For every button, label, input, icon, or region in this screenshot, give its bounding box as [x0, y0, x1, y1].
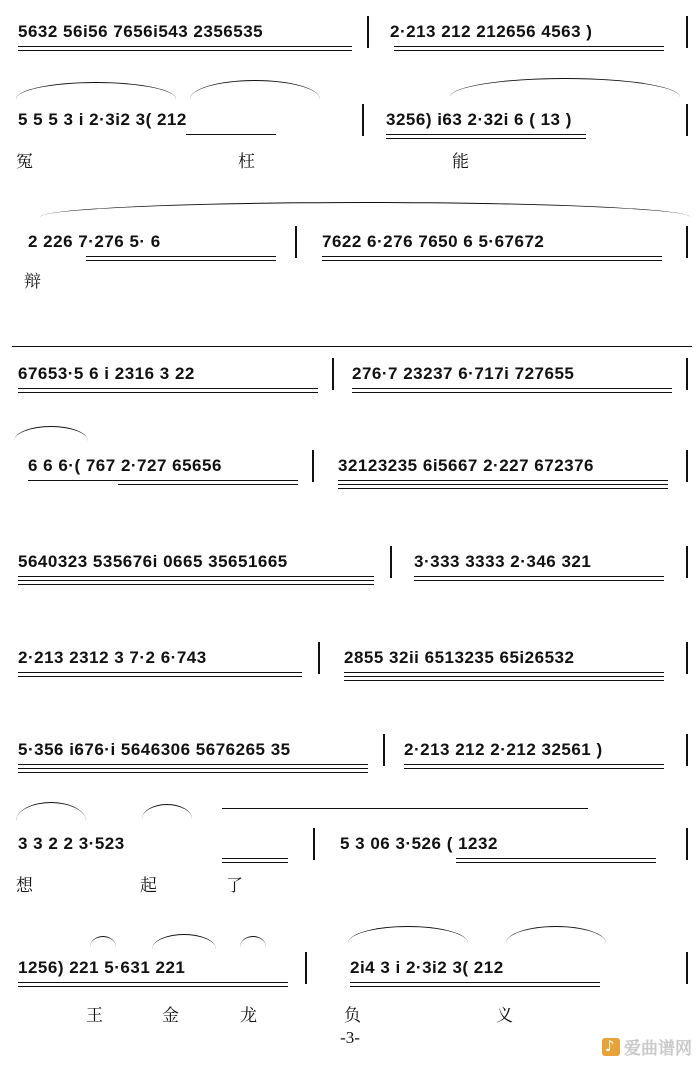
lyric: 了 [226, 876, 243, 896]
slur [14, 426, 88, 441]
notes-right: 3256) i63 2·32i 6 ( 13 ) [386, 110, 572, 129]
notes-left: 5632 56i56 7656i543 2356535 [18, 22, 264, 41]
underline [18, 46, 352, 47]
notes-right: 5 3 06 3·526 ( 1232 [340, 834, 498, 853]
notes-right: 32123235 6i5667 2·227 672376 [338, 456, 595, 475]
barline [390, 546, 392, 578]
underline [18, 772, 368, 773]
lyric: 龙 [240, 1006, 257, 1026]
underline [338, 484, 668, 485]
site-logo-text: 爱曲谱网 [624, 1039, 692, 1059]
barline [295, 226, 297, 258]
underline [414, 576, 664, 577]
underline [186, 134, 276, 135]
underline [350, 982, 600, 983]
underline [86, 260, 276, 261]
underline [404, 764, 664, 765]
underline [404, 768, 664, 769]
lyric: 枉 [238, 152, 255, 172]
notes-right: 276·7 23237 6·717i 727655 [352, 364, 575, 383]
underline [18, 982, 288, 983]
notes-left: 2·213 2312 3 7·2 6·743 [18, 648, 207, 667]
notes-left: 5·356 i676·i 5646306 5676265 35 [18, 740, 291, 759]
underline [222, 858, 288, 859]
page-number: -3- [340, 1028, 360, 1047]
slur [40, 202, 690, 217]
underline [338, 488, 668, 489]
barline [686, 734, 688, 766]
lyric: 起 [140, 876, 157, 896]
barline [318, 642, 320, 674]
notes-left: 5 5 5 3 i 2·3i2 3( 212 [18, 110, 187, 129]
barline [686, 358, 688, 390]
underline [28, 480, 298, 481]
underline [18, 764, 368, 765]
slur [142, 804, 192, 819]
underline [18, 392, 318, 393]
barline [686, 16, 688, 48]
slur [90, 936, 116, 947]
slur [152, 934, 216, 949]
notes-left: 6 6 6·( 767 2·727 65656 [28, 456, 222, 475]
notes-right: 7622 6·276 7650 6 5·67672 [322, 232, 545, 251]
slur [506, 926, 606, 943]
notes-right: 3·333 3333 2·346 321 [414, 552, 592, 571]
notes-right: 2855 32ii 6513235 65i26532 [344, 648, 575, 667]
underline [18, 576, 374, 577]
underline [386, 138, 586, 139]
lyric: 冤 [16, 152, 33, 172]
lyric: 负 [344, 1006, 361, 1026]
underline [352, 388, 672, 389]
slur [16, 82, 176, 99]
underline [394, 46, 664, 47]
barline [686, 226, 688, 258]
underline [394, 50, 664, 51]
underline [414, 580, 664, 581]
underline [18, 672, 302, 673]
underline [456, 858, 656, 859]
underline [352, 392, 672, 393]
notes-left: 1256) 221 5·631 221 [18, 958, 186, 977]
barline [686, 104, 688, 136]
underline [86, 256, 276, 257]
barline [686, 450, 688, 482]
music-note-icon [602, 1038, 620, 1056]
barline [686, 642, 688, 674]
slur [450, 78, 680, 97]
barline [383, 734, 385, 766]
underline [18, 584, 374, 585]
lyric: 能 [452, 152, 469, 172]
slur [190, 80, 320, 99]
underline [18, 50, 352, 51]
barline [312, 450, 314, 482]
underline [18, 676, 302, 677]
underline [338, 480, 668, 481]
underline [222, 862, 288, 863]
notes-right: 2i4 3 i 2·3i2 3( 212 [350, 958, 504, 977]
underline [322, 256, 662, 257]
slur [240, 936, 266, 947]
barline [313, 828, 315, 860]
underline [18, 768, 368, 769]
barline [686, 546, 688, 578]
slur [222, 808, 588, 819]
lyric: 想 [16, 876, 33, 896]
lyric: 金 [162, 1006, 179, 1026]
underline [344, 676, 664, 677]
notes-right: 2·213 212 212656 4563 ) [390, 22, 593, 41]
slur [12, 346, 692, 353]
lyric: 义 [496, 1006, 513, 1026]
underline [18, 986, 288, 987]
underline [18, 388, 318, 389]
underline [456, 862, 656, 863]
underline [350, 986, 600, 987]
barline [362, 104, 364, 136]
notes-left: 3 3 2 2 3·523 [18, 834, 125, 853]
slur [348, 926, 468, 943]
site-logo [602, 1034, 692, 1059]
barline [332, 358, 334, 390]
barline [686, 828, 688, 860]
barline [686, 952, 688, 984]
notes-left: 5640323 535676i 0665 35651665 [18, 552, 288, 571]
lyric: 辩 [24, 272, 41, 292]
underline [118, 484, 298, 485]
underline [386, 134, 586, 135]
slur [16, 802, 86, 821]
lyric: 王 [86, 1006, 103, 1026]
notes-right: 2·213 212 2·212 32561 ) [404, 740, 603, 759]
notes-left: 2 226 7·276 5· 6 [28, 232, 161, 251]
underline [344, 672, 664, 673]
underline [18, 580, 374, 581]
barline [367, 16, 369, 48]
underline [322, 260, 662, 261]
barline [305, 952, 307, 984]
notes-left: 67653·5 6 i 2316 3 22 [18, 364, 195, 383]
underline [344, 680, 664, 681]
